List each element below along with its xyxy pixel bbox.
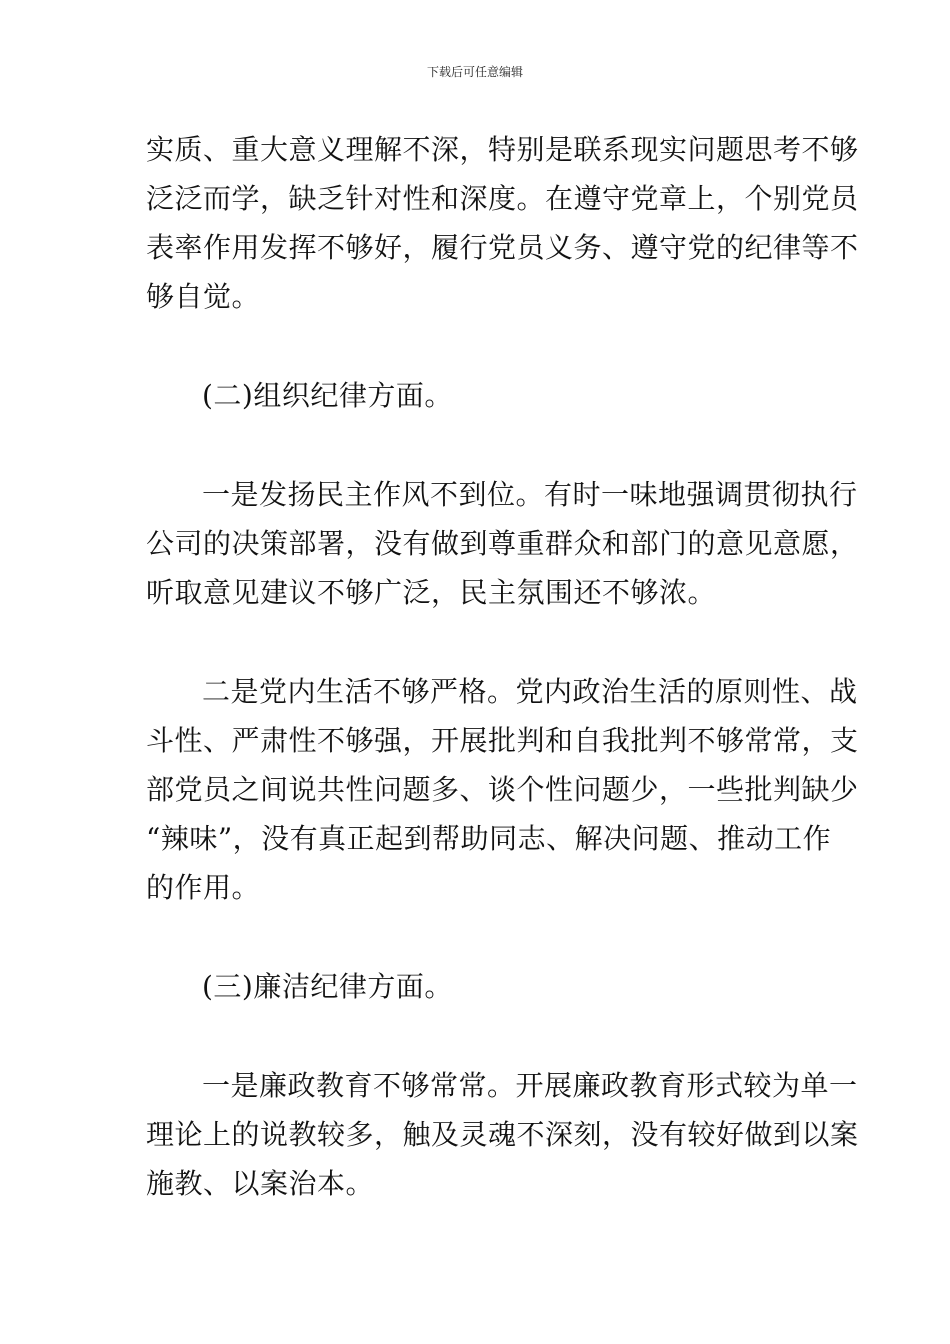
section-heading-integrity [146,962,810,1011]
paragraph-continuation [146,125,859,321]
section-heading-organization [146,371,810,420]
text-line: 一是发扬民主作风不到位。有时一味地强调贯彻执行 [202,478,858,511]
paragraph-party-life [146,667,859,912]
document-body [146,125,859,1208]
page-header: 下载后可任意编辑 [426,65,523,79]
heading-text: (二)组织纪律方面。 [202,379,453,412]
text-line: 一是廉政教育不够常常。开展廉政教育形式较为单一 [202,1069,858,1102]
paragraph-democracy [146,470,859,617]
text-line: 二是党内生活不够严格。党内政治生活的原则性、战 [202,675,858,708]
text-line: 听取意见建议不够广泛，民主氛围还不够浓。 [146,576,717,609]
paragraph-spacer [146,420,810,470]
heading-text: (三)廉洁纪律方面。 [202,970,453,1003]
text-line: 泛泛而学，缺乏针对性和深度。在遵守党章上，个别党员 [146,182,859,215]
paragraph-spacer [146,617,810,667]
text-line: 公司的决策部署，没有做到尊重群众和部门的意见意愿， [146,527,859,560]
paragraph-spacer [146,1011,810,1061]
text-line: 斗性、严肃性不够强，开展批判和自我批判不够常常，支 [146,724,859,757]
text-line: 的作用。 [146,871,261,904]
paragraph-spacer [146,321,810,371]
text-line: 施教、以案治本。 [146,1167,375,1200]
text-line: 够自觉。 [146,280,261,313]
paragraph-integrity-education [146,1061,859,1208]
paragraph-spacer [146,912,810,962]
text-line: 实质、重大意义理解不深，特别是联系现实问题思考不够 [146,133,859,166]
text-line: 部党员之间说共性问题多、谈个性问题少，一些批判缺少 [146,773,859,806]
text-line: 表率作用发挥不够好，履行党员义务、遵守党的纪律等不 [146,231,859,264]
text-line: 理论上的说教较多，触及灵魂不深刻，没有较好做到以案 [146,1118,859,1151]
text-line: “辣味”，没有真正起到帮助同志、解决问题、推动工作 [146,822,832,855]
